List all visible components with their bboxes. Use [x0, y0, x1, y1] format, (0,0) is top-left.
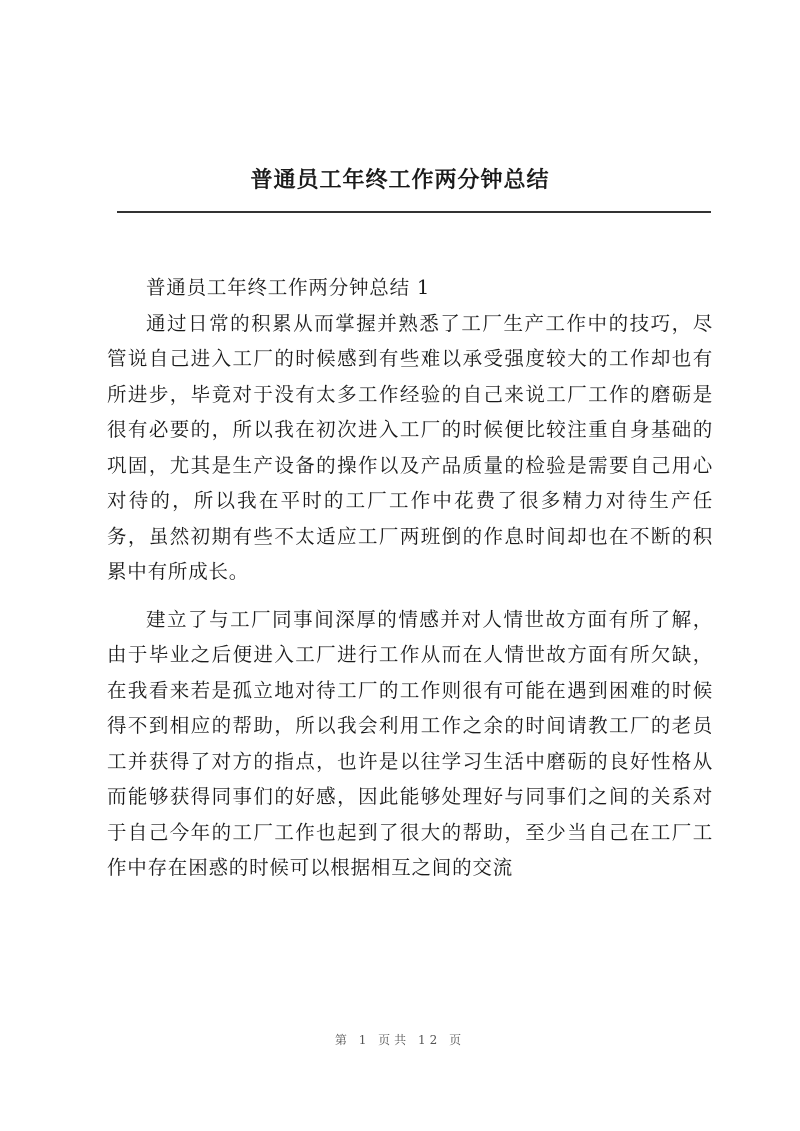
section-heading: 普通员工年终工作两分钟总结 1 — [146, 276, 431, 299]
paragraph-2: 建立了与工厂同事间深厚的情感并对人情世故方面有所了解，由于毕业之后便进入工厂进行工作从而在人情世故方面有所欠缺，在我看来若是孤立地对待工厂的工作则很有可能在遇到困难的时候得不到相应的帮助，所以我会利用工作之余的时间请教工厂的老员工并获得了对方的指点，也许是以往学习生活中磨砺的良好性格从而能够获得同事们的好感，因此能够处理好与同事们之间的关系对于自己今年的工厂工作也起到了很大的帮助，至少当自己在工厂工作中存在困惑的时候可以根据相互之间的交流 — [107, 607, 713, 879]
paragraph-1: 通过日常的积累从而掌握并熟悉了工厂生产工作中的技巧，尽管说自己进入工厂的时候感到有些难以承受强度较大的工作却也有所进步，毕竟对于没有太多工作经验的自己来说工厂工作的磨砺是很有必要的，所以我在初次进入工厂的时候便比较注重自身基础的巩固，尤其是生产设备的操作以及产品质量的检验是需要自己用心对待的，所以我在平时的工厂工作中花费了很多精力对待生产任务，虽然初期有些不太适应工厂两班倒的作息时间却也在不断的积累中有所成长。 — [107, 311, 713, 583]
title-divider — [117, 211, 711, 213]
page-footer: 第 1 页共 12 页 — [334, 1033, 466, 1047]
document-body — [107, 270, 713, 898]
document-title: 普通员工年终工作两分钟总结 — [250, 168, 550, 193]
